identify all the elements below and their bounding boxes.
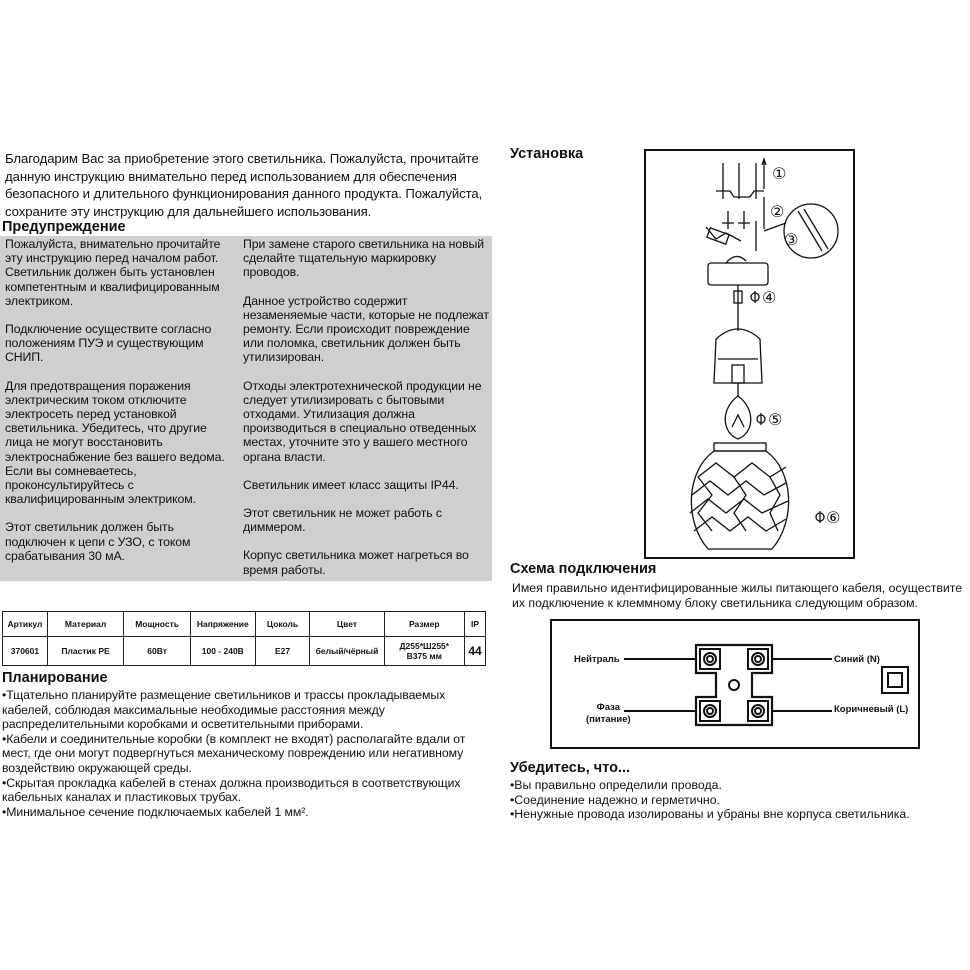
spec-header-cell: Напряжение bbox=[190, 612, 255, 637]
spec-header-cell: Артикул bbox=[3, 612, 48, 637]
phase-label-sub: (питание) bbox=[586, 714, 631, 725]
spec-header-cell: Размер bbox=[384, 612, 464, 637]
socket-icon bbox=[732, 365, 744, 383]
spec-header-cell: Цвет bbox=[310, 612, 384, 637]
spec-size-line2: В375 мм bbox=[406, 651, 442, 661]
spec-header-row bbox=[3, 612, 486, 637]
warning-paragraph: Корпус светильника может нагреться во время работы. bbox=[243, 548, 469, 577]
planning-item: •Кабели и соединительные коробки (в комплект не входят) располагайте вдали от мест, где они могут подвергнуться механическому повреждению или негативному воздействию окружающей среды. bbox=[2, 731, 466, 775]
double-insulation-icon bbox=[882, 667, 908, 693]
mounting-bracket-icon bbox=[716, 159, 766, 199]
spec-header-cell: Мощность bbox=[124, 612, 191, 637]
warning-right-column bbox=[243, 237, 489, 591]
spec-ip-cell: 44 bbox=[465, 637, 486, 666]
spec-header-cell: IP bbox=[465, 612, 486, 637]
step-4-label: ④ bbox=[762, 288, 777, 307]
check-title: Убедитесь, что... bbox=[510, 760, 631, 776]
spec-value-cell: E27 bbox=[255, 637, 310, 666]
installation-diagram bbox=[646, 151, 853, 557]
spec-size-cell bbox=[384, 637, 464, 666]
warning-paragraph: Пожалуйста, внимательно прочитайте эту инструкцию перед началом работ. Светильник должен быть установлен компетентным и квалифицированным электриком. bbox=[5, 237, 221, 308]
warning-paragraph: Отходы электротехнической продукции не следует утилизировать с бытовыми отходами. Утилизация должна производиться в специально отведенных местах, уточните это у вашего местного органа власти. bbox=[243, 378, 482, 464]
spec-header-cell: Цоколь bbox=[255, 612, 310, 637]
warning-paragraph: Подключение осуществите согласно положениям ПУЭ и существующим СНИП. bbox=[5, 322, 212, 365]
step-5-label: ⑤ bbox=[768, 410, 783, 429]
spec-value-cell: 60Вт bbox=[124, 637, 191, 666]
step-1-label: ① bbox=[772, 164, 787, 183]
warning-paragraph: Этот светильник должен быть подключен к цепи с УЗО, с током срабатывания 30 мА. bbox=[5, 520, 191, 563]
spec-size-line1: Д255*Ш255* bbox=[399, 641, 450, 651]
spec-value-cell: белый/чёрный bbox=[310, 637, 384, 666]
planning-item: •Тщательно планируйте размещение светильников и трассы прокладываемых кабелей, соблюдая максимальные необходимые расстояния между распределительными коробками и осветительными приборами. bbox=[2, 688, 446, 732]
step-2-label: ② bbox=[770, 202, 785, 221]
intro-text: Благодарим Вас за приобретение этого светильника. Пожалуйста, прочитайте данную инструкцию внимательно перед использованием для обеспечения безопасного и длительного функционирования данного продукта. Пожалуйста, сохраните эту инструкцию для дальнейшего использования. bbox=[5, 151, 483, 219]
spec-value-cell: 100 - 240В bbox=[190, 637, 255, 666]
terminal-block-icon bbox=[707, 228, 729, 244]
check-item: •Ненужные провода изолированы и убраны вне корпуса светильника. bbox=[510, 807, 910, 822]
spec-table bbox=[2, 611, 486, 666]
installation-frame bbox=[644, 149, 855, 559]
spec-value-cell: 370601 bbox=[3, 637, 48, 666]
warning-paragraph: При замене старого светильника на новый сделайте тщательную маркировку проводов. bbox=[243, 237, 485, 280]
planning-item: •Скрытая прокладка кабелей в стенах должна производиться в соответствующих кабельных каналах и пластиковых трубах. bbox=[2, 775, 461, 805]
phase-label-main: Фаза bbox=[596, 702, 621, 713]
warning-left-column bbox=[5, 237, 237, 577]
shade-ring-icon bbox=[714, 443, 766, 451]
screw-terminal-icon bbox=[700, 649, 768, 721]
screws-icon bbox=[722, 197, 764, 229]
neutral-label: Нейтраль bbox=[574, 654, 620, 665]
spec-header-cell: Материал bbox=[47, 612, 123, 637]
terminal-block-diagram bbox=[552, 621, 918, 747]
brown-wire-label: Коричневый (L) bbox=[834, 704, 909, 715]
warning-paragraph: Светильник имеет класс защиты IP44. bbox=[243, 477, 459, 492]
warning-paragraph: Этот светильник не может работь с диммером. bbox=[243, 506, 442, 535]
step-6-label: ⑥ bbox=[826, 508, 841, 527]
wiring-text: Имея правильно идентифицированные жилы питающего кабеля, осуществите их подключение к клеммному блоку светильника следующим образом. bbox=[512, 581, 963, 610]
planning-title: Планирование bbox=[2, 670, 108, 686]
installation-title: Установка bbox=[510, 146, 584, 162]
spec-value-cell: Пластик PE bbox=[47, 637, 123, 666]
step-3-label: ③ bbox=[784, 230, 799, 249]
blue-wire-label: Синий (N) bbox=[834, 654, 880, 665]
warning-paragraph: Для предотвращения поражения электрическим током отключите электросеть перед установкой светильника. Убедитесь, что другие лица не могут восстановить электроснабжение без вашего ведома. Если вы сомневаетесь, проконсультируйтесь с квалифицированным электриком. bbox=[5, 378, 225, 507]
planning-item: •Минимальное сечение подключаемых кабелей 1 мм². bbox=[2, 804, 309, 819]
check-list bbox=[510, 778, 970, 822]
planning-list bbox=[2, 688, 492, 819]
check-item: •Соединение надежно и герметично. bbox=[510, 792, 720, 807]
shade-holder-icon bbox=[714, 329, 762, 383]
warning-paragraph: Данное устройство содержит незаменяемые части, которые не подлежат ремонту. Если происходит повреждение или поломка, светильник должен быть утилизирован. bbox=[243, 293, 489, 365]
check-item: •Вы правильно определили провода. bbox=[510, 778, 722, 792]
warning-title: Предупреждение bbox=[2, 219, 126, 235]
wiring-title: Схема подключения bbox=[510, 561, 657, 577]
spec-value-row bbox=[3, 637, 486, 666]
wiring-diagram-frame bbox=[550, 619, 920, 749]
warning-box bbox=[0, 236, 492, 581]
bulb-icon bbox=[725, 396, 751, 439]
ceiling-canopy-icon bbox=[708, 263, 768, 285]
